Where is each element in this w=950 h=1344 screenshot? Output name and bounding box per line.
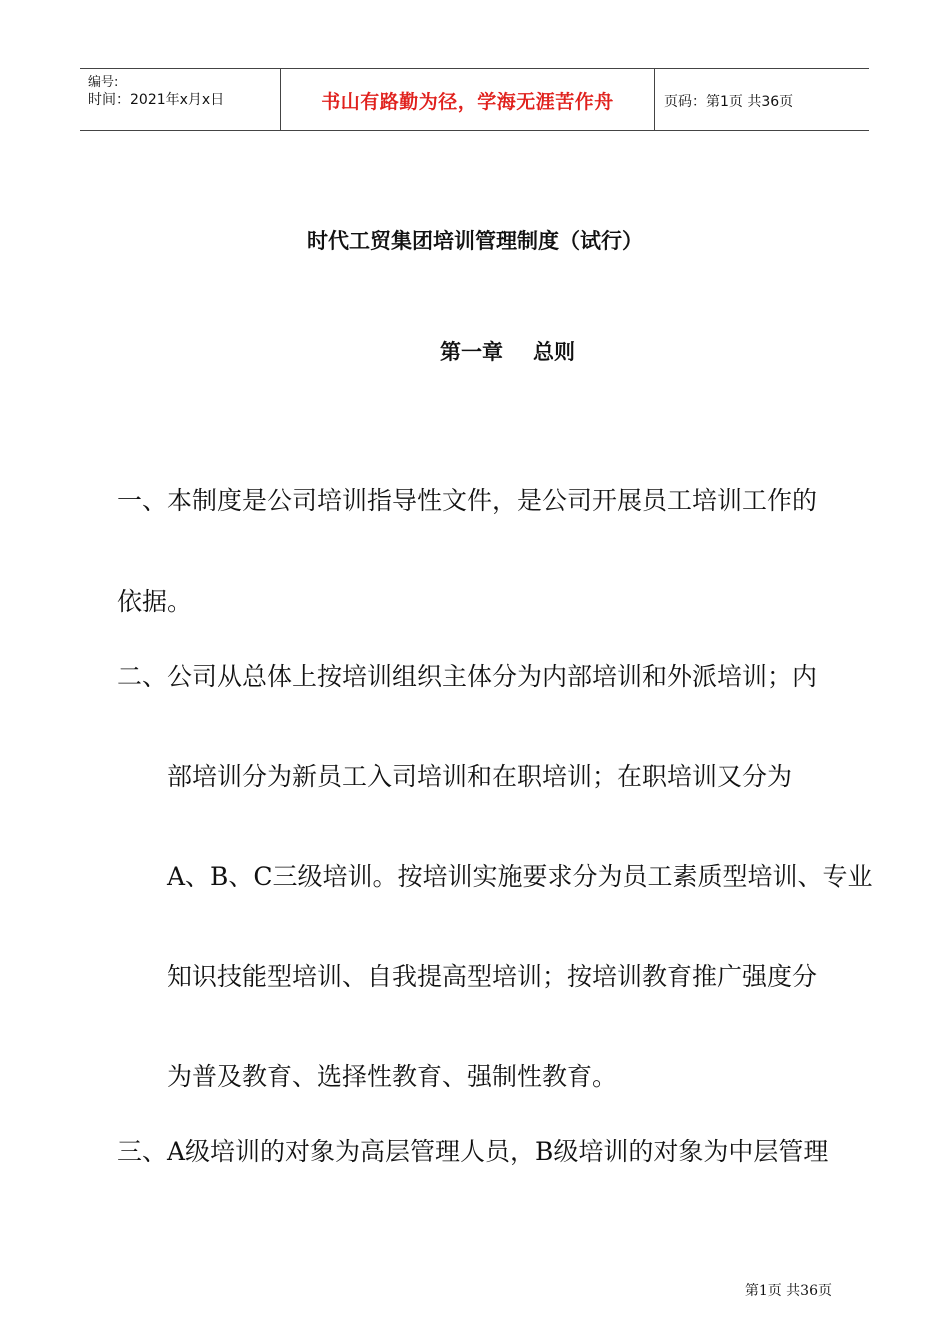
body-line: 依据。 bbox=[117, 587, 193, 616]
header-motto: 书山有路勤为径，学海无涯苦作舟 bbox=[321, 91, 614, 113]
header-motto-cell bbox=[280, 69, 655, 130]
chapter-number: 第一章 bbox=[440, 340, 503, 364]
page-header bbox=[80, 68, 869, 131]
chapter-title: 总则 bbox=[533, 340, 575, 364]
header-page-info: 页码：第1页 共36页 bbox=[664, 94, 794, 110]
body-line: 为普及教育、选择性教育、强制性教育。 bbox=[167, 1062, 618, 1091]
document-title: 时代工贸集团培训管理制度（试行） bbox=[307, 229, 643, 253]
body-line: A、B、C三级培训。按培训实施要求分为员工素质型培训、专业 bbox=[167, 862, 873, 891]
document-time-label: 时间：2021年x月x日 bbox=[88, 92, 225, 108]
body-line: 部培训分为新员工入司培训和在职培训；在职培训又分为 bbox=[167, 762, 793, 791]
body-line: 二、公司从总体上按培训组织主体分为内部培训和外派培训；内 bbox=[117, 662, 818, 691]
body-line: 一、本制度是公司培训指导性文件，是公司开展员工培训工作的 bbox=[117, 486, 818, 515]
header-page-cell bbox=[654, 69, 869, 130]
document-number-label: 编号: bbox=[88, 75, 119, 90]
page-footer: 第1页 共36页 bbox=[744, 1283, 832, 1299]
header-meta-cell bbox=[80, 69, 280, 130]
chapter-heading bbox=[440, 336, 575, 366]
body-line: 三、A级培训的对象为高层管理人员，B级培训的对象为中层管理 bbox=[117, 1137, 829, 1166]
body-line: 知识技能型培训、自我提高型培训；按培训教育推广强度分 bbox=[167, 962, 818, 991]
